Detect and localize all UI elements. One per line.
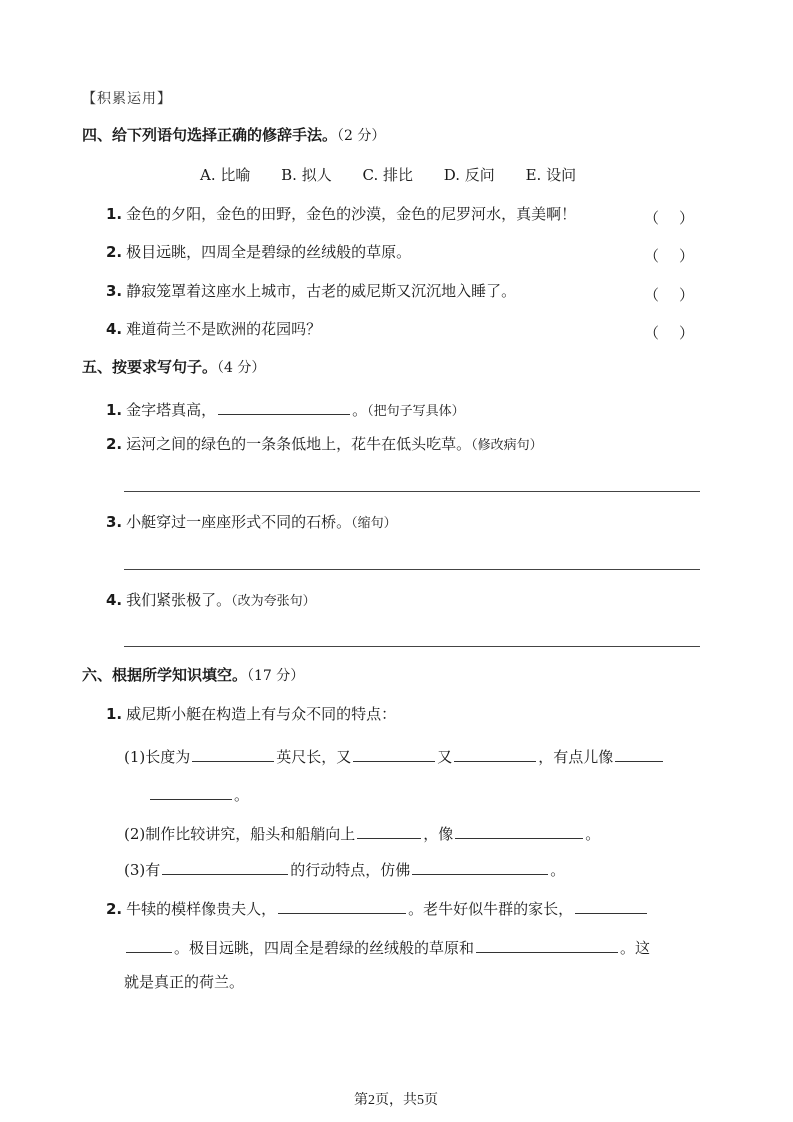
q4-item-2 [106,245,411,260]
q5-item-3-number: 3. [106,513,123,531]
q6-sub1-blank-4[interactable] [615,746,663,762]
q5-item-3-text: 小艇穿过一座座形式不同的石桥。 [126,513,352,531]
q6-sub2-blank-2[interactable] [455,823,583,839]
q6-sub3-b: 的行动特点，仿佛 [290,861,411,879]
q6-item-1-sub-2 [124,823,600,842]
q5-item-3-hint: （缩句） [351,516,397,531]
q4-item-3-number: 3. [106,282,123,300]
q4-item-2-text: 极目远眺，四周全是碧绿的丝绒般的草原。 [126,243,412,261]
paren-close: ） [679,286,695,304]
q6-sub1-b: 英尺长，又 [276,748,352,766]
q6-item-2-e: 就是真正的荷兰。 [124,973,245,991]
q6-item-2-blank-3[interactable] [476,937,618,953]
q5-item-2 [106,437,543,452]
q5-item-4 [106,593,316,608]
q6-sub1-blank-3[interactable] [454,746,536,762]
question-4-title [82,128,385,143]
option-d: D. 反问 [443,166,495,184]
paren-close: ） [679,324,695,342]
q4-item-4 [106,322,321,337]
paren-open: （ [644,209,660,227]
q6-item-2-blank-1[interactable] [278,898,406,914]
q4-item-3 [106,284,516,299]
q4-item-3-text: 静寂笼罩着这座水上城市，古老的威尼斯又沉沉地入睡了。 [126,282,517,300]
option-a: A. 比喻 [200,166,251,184]
q5-item-2-text: 运河之间的绿色的一条条低地上，花牛在低头吃草。 [126,435,472,453]
page-number: 第2页，共5页 [354,1093,438,1108]
q6-item-1 [106,707,396,722]
q6-item-2-number: 2. [106,900,123,918]
option-b: B. 拟人 [281,166,332,184]
q6-sub1-blank-2[interactable] [353,746,435,762]
section-tag: 【积累运用】 [82,91,172,107]
q6-sub1-a: (1)长度为 [124,748,191,766]
q6-sub1-end: 。 [234,786,250,804]
q6-item-2-a: 牛犊的模样像贵夫人， [126,900,277,918]
q6-sub1-d: ，有点儿像 [538,748,614,766]
q6-item-2-line-2 [124,937,650,956]
q5-item-3-answer-line[interactable] [124,569,700,570]
q5-item-4-answer-line[interactable] [124,646,700,647]
paren-open: （ [644,286,660,304]
q6-item-2-line-3 [124,975,244,990]
q6-item-1-sub-1-cont [148,784,249,803]
q5-item-4-text: 我们紧张极了。 [126,591,232,609]
q6-sub3-a: (3)有 [124,861,161,879]
paren-open: （ [644,247,660,265]
question-6-title-text: 六、根据所学知识填空。 [82,666,248,684]
q4-item-2-number: 2. [106,243,123,261]
q6-item-2-d: 。这 [620,939,651,957]
q4-answer-4[interactable] [644,322,694,343]
q6-sub1-c: 又 [437,748,453,766]
q4-item-1-number: 1. [106,205,123,223]
question-6-points: （17 分） [247,668,305,684]
q5-item-1-number: 1. [106,401,123,419]
q6-sub2-a: (2)制作比较讲究，船头和船艄向上 [124,825,356,843]
q5-item-1-hint: （把句子写具体） [367,404,465,419]
question-5-title-text: 五、按要求写句子。 [82,358,218,376]
q5-item-2-number: 2. [106,435,123,453]
q6-sub3-blank-1[interactable] [162,859,288,875]
q4-answer-3[interactable] [644,284,694,305]
q4-item-4-text: 难道荷兰不是欧洲的花园吗？ [126,320,322,338]
q6-item-2-blank-2[interactable] [575,898,647,914]
q6-sub3-end: 。 [550,861,566,879]
paren-close: ） [679,209,695,227]
question-4-points: （2 分） [337,128,386,144]
q6-sub1-blank-1[interactable] [192,746,274,762]
q6-item-2-b: 。老牛好似牛群的家长， [408,900,574,918]
option-c: C. 排比 [362,166,413,184]
q4-answer-1[interactable] [644,207,694,228]
q4-item-1-text: 金色的夕阳，金色的田野，金色的沙漠，金色的尼罗河水，真美啊！ [126,205,577,223]
q6-sub2-end: 。 [585,825,601,843]
q5-item-1-end: 。 [352,401,368,419]
q5-item-4-number: 4. [106,591,123,609]
q5-item-1 [106,399,465,418]
q6-item-1-number: 1. [106,705,123,723]
q6-item-1-sub-1 [124,746,665,765]
rhetoric-options [200,168,602,183]
q5-item-1-blank[interactable] [218,399,350,415]
question-5-title [82,360,265,375]
q4-answer-2[interactable] [644,245,694,266]
q6-item-1-text: 威尼斯小艇在构造上有与众不同的特点： [126,705,397,723]
q6-item-2-blank-2-cont[interactable] [126,937,172,953]
q6-item-2 [106,898,649,917]
paren-close: ） [679,247,695,265]
q6-sub3-blank-2[interactable] [412,859,548,875]
q4-item-4-number: 4. [106,320,123,338]
q6-sub2-blank-1[interactable] [357,823,421,839]
q5-item-3 [106,515,397,530]
q5-item-2-answer-line[interactable] [124,491,700,492]
q6-item-2-c: 。极目远眺，四周全是碧绿的丝绒般的草原和 [174,939,475,957]
question-4-title-text: 四、给下列语句选择正确的修辞手法。 [82,126,338,144]
q6-sub2-b: ，像 [423,825,454,843]
paren-open: （ [644,324,660,342]
question-6-title [82,668,304,683]
q5-item-2-hint: （修改病句） [471,438,543,453]
question-5-points: （4 分） [217,360,266,376]
q4-item-1 [106,207,576,222]
q5-item-1-text: 金字塔真高， [126,401,217,419]
option-e: E. 设问 [525,166,577,184]
q6-sub1-blank-4-cont[interactable] [150,784,232,800]
q5-item-4-hint: （改为夸张句） [231,594,316,609]
q6-item-1-sub-3 [124,859,565,878]
